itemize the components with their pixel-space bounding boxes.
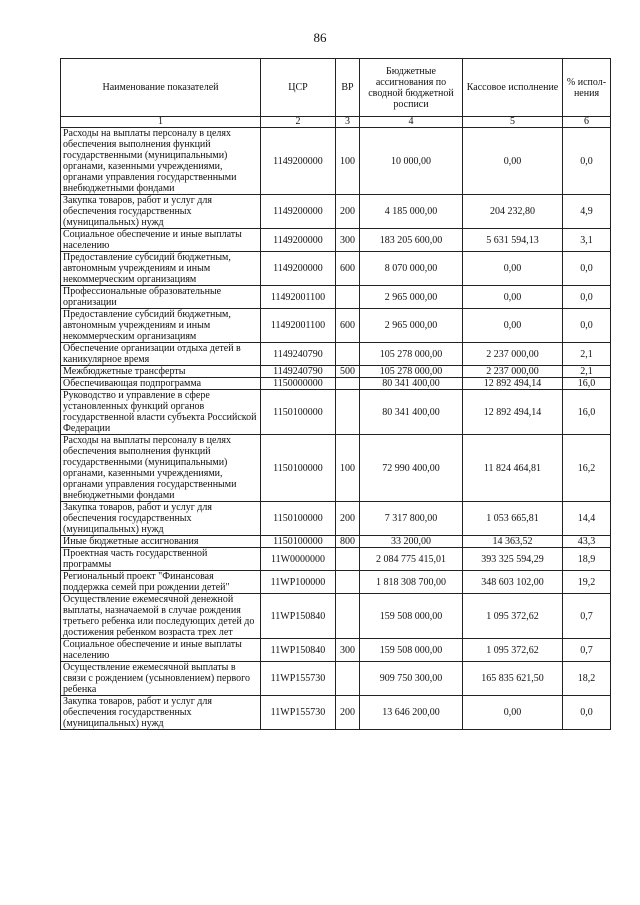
row-vr: [336, 594, 360, 639]
row-vr: 200: [336, 696, 360, 730]
row-cash: 0,00: [463, 252, 563, 286]
table-row: [61, 390, 611, 435]
row-csr: 11WP150840: [261, 594, 336, 639]
table-row: [61, 696, 611, 730]
column-number: 5: [463, 117, 563, 128]
table-row: [61, 536, 611, 548]
row-budget: 80 341 400,00: [360, 390, 463, 435]
row-cash: 12 892 494,14: [463, 390, 563, 435]
row-pct: 2,1: [563, 343, 611, 366]
row-vr: 200: [336, 502, 360, 536]
table-row: [61, 571, 611, 594]
row-budget: 4 185 000,00: [360, 195, 463, 229]
table-row: [61, 594, 611, 639]
row-cash: 393 325 594,29: [463, 548, 563, 571]
row-budget: 909 750 300,00: [360, 662, 463, 696]
row-cash: 2 237 000,00: [463, 366, 563, 378]
row-budget: 33 200,00: [360, 536, 463, 548]
table-row: [61, 378, 611, 390]
row-vr: 800: [336, 536, 360, 548]
column-number-row: [61, 117, 611, 128]
row-csr: 1150100000: [261, 536, 336, 548]
header-name: Наименование показателей: [61, 59, 261, 117]
row-cash: 0,00: [463, 696, 563, 730]
row-pct: 19,2: [563, 571, 611, 594]
column-number: 1: [61, 117, 261, 128]
row-name: Расходы на выплаты персоналу в целях обеспечения выполнения функций государственными (муниципальными) органами, казенными учреждениями, органами управления государственными внебюджетными фондами: [61, 128, 261, 195]
row-cash: 14 363,52: [463, 536, 563, 548]
row-csr: 1149200000: [261, 128, 336, 195]
row-budget: 183 205 600,00: [360, 229, 463, 252]
row-cash: 1 095 372,62: [463, 639, 563, 662]
row-csr: 1149200000: [261, 229, 336, 252]
column-number: 2: [261, 117, 336, 128]
row-budget: 2 084 775 415,01: [360, 548, 463, 571]
row-budget: 2 965 000,00: [360, 309, 463, 343]
row-pct: 16,2: [563, 435, 611, 502]
row-vr: 200: [336, 195, 360, 229]
row-vr: 500: [336, 366, 360, 378]
row-budget: 7 317 800,00: [360, 502, 463, 536]
row-csr: 1149240790: [261, 343, 336, 366]
row-csr: 1149200000: [261, 195, 336, 229]
row-cash: 348 603 102,00: [463, 571, 563, 594]
row-cash: 5 631 594,13: [463, 229, 563, 252]
row-vr: [336, 662, 360, 696]
row-csr: 11492001100: [261, 309, 336, 343]
row-name: Профессиональные образовательные организации: [61, 286, 261, 309]
table-row: [61, 662, 611, 696]
row-pct: 16,0: [563, 390, 611, 435]
row-name: Расходы на выплаты персоналу в целях обеспечения выполнения функций государственными (муниципальными) органами, казенными учреждениями, органами управления государственными внебюджетными фондами: [61, 435, 261, 502]
row-budget: 159 508 000,00: [360, 639, 463, 662]
row-name: Обеспечение организации отдыха детей в каникулярное время: [61, 343, 261, 366]
column-number: 4: [360, 117, 463, 128]
row-csr: 1150100000: [261, 435, 336, 502]
page-number: 86: [313, 30, 327, 45]
row-name: Осуществление ежемесячной денежной выплаты, назначаемой в случае рождения третьего ребенка или последующих детей до достижения ребенком возраста трех лет: [61, 594, 261, 639]
table-row: [61, 639, 611, 662]
row-csr: 1149200000: [261, 252, 336, 286]
row-pct: 0,0: [563, 696, 611, 730]
header-budget: Бюджетные ассигнования по сводной бюджетной росписи: [360, 59, 463, 117]
row-vr: 100: [336, 435, 360, 502]
row-budget: 1 818 308 700,00: [360, 571, 463, 594]
table-row: [61, 128, 611, 195]
row-name: Осуществление ежемесячной выплаты в связи с рождением (усыновлением) первого ребенка: [61, 662, 261, 696]
row-cash: 11 824 464,81: [463, 435, 563, 502]
header-vr: ВР: [336, 59, 360, 117]
row-cash: 165 835 621,50: [463, 662, 563, 696]
row-csr: 11492001100: [261, 286, 336, 309]
row-vr: [336, 390, 360, 435]
row-csr: 11WP150840: [261, 639, 336, 662]
row-budget: 80 341 400,00: [360, 378, 463, 390]
column-number: 6: [563, 117, 611, 128]
row-cash: 1 053 665,81: [463, 502, 563, 536]
row-cash: 0,00: [463, 309, 563, 343]
row-budget: 8 070 000,00: [360, 252, 463, 286]
row-name: Социальное обеспечение и иные выплаты населению: [61, 229, 261, 252]
row-vr: 100: [336, 128, 360, 195]
table-row: [61, 195, 611, 229]
row-name: Закупка товаров, работ и услуг для обеспечения государственных (муниципальных) нужд: [61, 696, 261, 730]
row-vr: [336, 343, 360, 366]
row-cash: 12 892 494,14: [463, 378, 563, 390]
row-pct: 0,0: [563, 286, 611, 309]
row-name: Предоставление субсидий бюджетным, автономным учреждениям и иным некоммерческим организациям: [61, 252, 261, 286]
row-vr: [336, 378, 360, 390]
row-pct: 0,0: [563, 309, 611, 343]
row-budget: 72 990 400,00: [360, 435, 463, 502]
table-row: [61, 502, 611, 536]
row-pct: 18,9: [563, 548, 611, 571]
row-name: Закупка товаров, работ и услуг для обеспечения государственных (муниципальных) нужд: [61, 195, 261, 229]
table-row: [61, 286, 611, 309]
budget-execution-table: [60, 58, 611, 730]
row-cash: 0,00: [463, 286, 563, 309]
row-budget: 10 000,00: [360, 128, 463, 195]
row-csr: 11WP100000: [261, 571, 336, 594]
row-cash: 1 095 372,62: [463, 594, 563, 639]
row-budget: 159 508 000,00: [360, 594, 463, 639]
row-pct: 2,1: [563, 366, 611, 378]
row-vr: 600: [336, 252, 360, 286]
column-number: 3: [336, 117, 360, 128]
row-name: Закупка товаров, работ и услуг для обеспечения государственных (муниципальных) нужд: [61, 502, 261, 536]
row-name: Обеспечивающая подпрограмма: [61, 378, 261, 390]
row-vr: 600: [336, 309, 360, 343]
row-name: Межбюджетные трансферты: [61, 366, 261, 378]
row-cash: 204 232,80: [463, 195, 563, 229]
row-csr: 1150100000: [261, 390, 336, 435]
header-pct: % испол-нения: [563, 59, 611, 117]
row-csr: 1149240790: [261, 366, 336, 378]
row-name: Иные бюджетные ассигнования: [61, 536, 261, 548]
row-budget: 13 646 200,00: [360, 696, 463, 730]
row-budget: 105 278 000,00: [360, 343, 463, 366]
row-pct: 18,2: [563, 662, 611, 696]
header-cash: Кассовое исполнение: [463, 59, 563, 117]
row-vr: [336, 571, 360, 594]
row-name: Социальное обеспечение и иные выплаты населению: [61, 639, 261, 662]
table-row: [61, 309, 611, 343]
table-row: [61, 229, 611, 252]
table-row: [61, 548, 611, 571]
row-csr: 1150000000: [261, 378, 336, 390]
row-csr: 11WP155730: [261, 696, 336, 730]
row-name: Руководство и управление в сфере установленных функций органов государственной власти субъекта Российской Федерации: [61, 390, 261, 435]
table-row: [61, 343, 611, 366]
row-cash: 2 237 000,00: [463, 343, 563, 366]
row-vr: 300: [336, 229, 360, 252]
row-name: Проектная часть государственной программы: [61, 548, 261, 571]
row-csr: 11W0000000: [261, 548, 336, 571]
table-row: [61, 252, 611, 286]
row-pct: 0,7: [563, 594, 611, 639]
row-pct: 0,0: [563, 252, 611, 286]
header-csr: ЦСР: [261, 59, 336, 117]
row-pct: 14,4: [563, 502, 611, 536]
row-pct: 4,9: [563, 195, 611, 229]
row-csr: 11WP155730: [261, 662, 336, 696]
row-vr: [336, 286, 360, 309]
row-pct: 0,0: [563, 128, 611, 195]
row-pct: 0,7: [563, 639, 611, 662]
row-csr: 1150100000: [261, 502, 336, 536]
row-name: Региональный проект "Финансовая поддержка семей при рождении детей": [61, 571, 261, 594]
row-name: Предоставление субсидий бюджетным, автономным учреждениям и иным некоммерческим организациям: [61, 309, 261, 343]
table-row: [61, 366, 611, 378]
row-budget: 2 965 000,00: [360, 286, 463, 309]
row-budget: 105 278 000,00: [360, 366, 463, 378]
row-pct: 3,1: [563, 229, 611, 252]
table-header-row: [61, 59, 611, 117]
table-row: [61, 435, 611, 502]
row-vr: [336, 548, 360, 571]
row-pct: 43,3: [563, 536, 611, 548]
row-pct: 16,0: [563, 378, 611, 390]
row-vr: 300: [336, 639, 360, 662]
row-cash: 0,00: [463, 128, 563, 195]
